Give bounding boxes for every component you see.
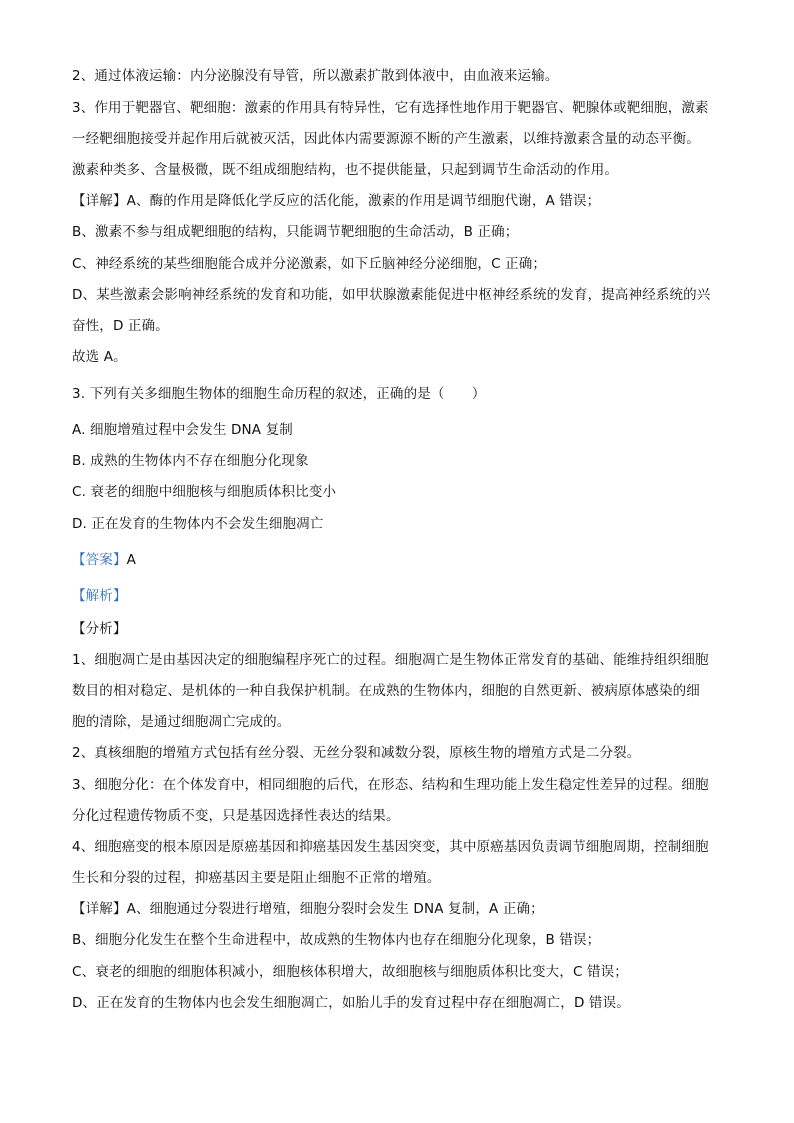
analysis-p1-line-b: 数目的相对稳定、是机体的一种自我保护机制。在成熟的生物体内，细胞的自然更新、被病原体感染的细 (72, 683, 700, 699)
answer-value: A (126, 552, 136, 568)
analysis-p1-line-c: 胞的清除，是通过细胞凋亡完成的。 (72, 714, 291, 730)
answer-line (72, 550, 732, 570)
detail1-line-a: 【详解】A、酶的作用是降低化学反应的活化能，激素的作用是调节细胞代谢，A 错误； (72, 193, 601, 209)
detail2-line-b: B、细胞分化发生在整个生命进程中，故成熟的生物体内也存在细胞分化现象，B 错误； (72, 932, 601, 948)
detail1-line-c: C、神经系统的某些细胞能合成并分泌激素，如下丘脑神经分泌细胞，C 正确； (72, 256, 547, 272)
detail1-conclusion: 故选 A。 (72, 349, 127, 365)
analysis-p3-line-a: 3、细胞分化：在个体发育中，相同细胞的后代，在形态、结构和生理功能上发生稳定性差异的过程。细胞 (72, 777, 709, 793)
detail2-line-c: C、衰老的细胞的细胞体积减小，细胞核体积增大，故细胞核与细胞质体积比变大，C 错误； (72, 964, 628, 980)
detail2-line-d: D、正在发育的生物体内也会发生细胞凋亡，如胎儿手的发育过程中存在细胞凋亡，D 错误。 (72, 995, 630, 1011)
intro-line-3: 一经靶细胞接受并起作用后就被灭活，因此体内需要源源不断的产生激素，以维持激素含量的动态平衡。 (72, 131, 700, 147)
analysis-tag: 【解析】 (72, 588, 127, 604)
analysis-p4-line-a: 4、细胞癌变的根本原因是原癌基因和抑癌基因发生基因突变，其中原癌基因负责调节细胞周期，控制细胞 (72, 839, 709, 855)
option-c: C. 衰老的细胞中细胞核与细胞质体积比变小 (72, 484, 337, 500)
intro-line-4: 激素种类多、含量极微，既不组成细胞结构，也不提供能量，只起到调节生命活动的作用。 (72, 162, 618, 178)
option-b: B. 成熟的生物体内不存在细胞分化现象 (72, 453, 309, 469)
answer-tag: 【答案】 (72, 552, 127, 568)
detail1-line-d: D、某些激素会影响神经系统的发育和功能，如甲状腺激素能促进中枢神经系统的发育，提高神经系统的兴 (72, 287, 711, 303)
detail2-line-a: 【详解】A、细胞通过分裂进行增殖，细胞分裂时会发生 DNA 复制，A 正确； (72, 901, 544, 917)
option-a: A. 细胞增殖过程中会发生 DNA 复制 (72, 422, 293, 438)
intro-line-1: 2、通过体液运输：内分泌腺没有导管，所以激素扩散到体液中，由血液来运输。 (72, 68, 559, 84)
analysis-p1-line-a: 1、细胞凋亡是由基因决定的细胞编程序死亡的过程。细胞凋亡是生物体正常发育的基础、能维持组织细胞 (72, 652, 709, 668)
option-d: D. 正在发育的生物体内不会发生细胞凋亡 (72, 516, 324, 532)
analysis-p3-line-b: 分化过程遗传物质不变，只是基因选择性表达的结果。 (72, 808, 400, 824)
analysis-p2: 2、真核细胞的增殖方式包括有丝分裂、无丝分裂和减数分裂，原核生物的增殖方式是二分裂。 (72, 745, 641, 761)
fenxi-tag: 【分析】 (72, 621, 127, 637)
question-3-stem: 3. 下列有关多细胞生物体的细胞生命历程的叙述，正确的是（ ） (72, 386, 486, 402)
detail1-line-b: B、激素不参与组成靶细胞的结构，只能调节靶细胞的生命活动，B 正确； (72, 224, 519, 240)
detail1-line-d-cont: 奋性，D 正确。 (72, 318, 169, 334)
analysis-p4-line-b: 生长和分裂的过程，抑癌基因主要是阻止细胞不正常的增殖。 (72, 870, 441, 886)
intro-line-2: 3、作用于靶器官、靶细胞：激素的作用具有特异性，它有选择性地作用于靶器官、靶腺体或靶细胞，激素 (72, 100, 709, 116)
